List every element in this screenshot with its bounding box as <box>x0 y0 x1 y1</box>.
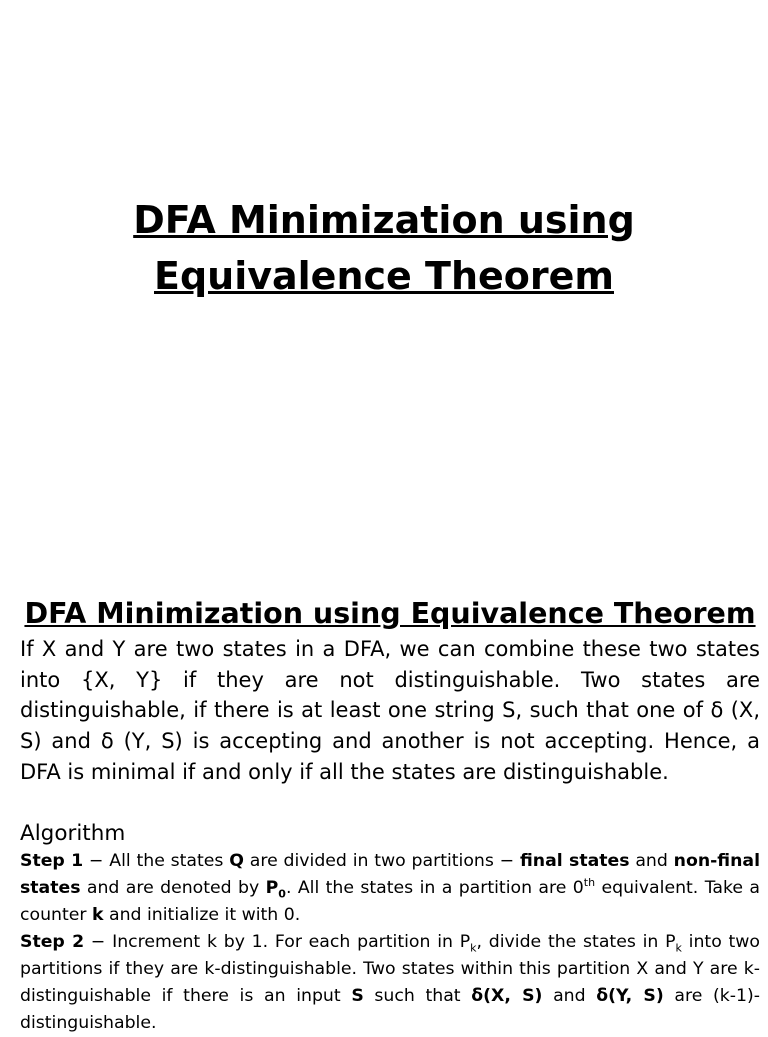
step-1-non-final-states: non-final states <box>20 851 761 898</box>
step-1-text: equivalent. Take a counter <box>20 878 760 925</box>
partition-subscript: k <box>470 941 477 955</box>
step-1-text: and are denoted by <box>80 878 266 898</box>
step-2-label: Step 2 <box>20 932 85 952</box>
step-2-text: are (k-1)-distinguishable. <box>20 986 760 1033</box>
partition-letter: P <box>265 878 279 898</box>
section-heading: DFA Minimization using Equivalence Theorem <box>24 597 756 630</box>
step-2-text: into two partitions if they are k-distinguishable. Two states within this partition X and Y are k-distinguishable if there is an input <box>20 932 761 1006</box>
intro-paragraph: If X and Y are two states in a DFA, we can combine these two states into {X, Y} if they are not distinguishable. Two states are distinguishable, if there is at least one string S, such that one of δ (X, S) and δ (Y, S) is accepting and another is not accepting. Hence, a DFA is minimal if and only if all the states are distinguishable. <box>20 637 760 784</box>
step-1-text: are divided in two partitions − <box>243 851 520 871</box>
algorithm-label: Algorithm <box>20 821 126 846</box>
step-2-text: , divide the states in P <box>476 932 676 952</box>
step-1-text: and <box>629 851 674 871</box>
step-2-input-symbol: S <box>351 986 364 1006</box>
step-1-final-states: final states <box>520 851 630 871</box>
step-2-text: and <box>542 986 597 1006</box>
step-1-text: and initialize it with 0. <box>103 905 301 925</box>
step-1-text: − All the states <box>83 851 230 871</box>
slide-title-line-2: Equivalence Theorem <box>154 254 614 298</box>
step-1-partition-symbol <box>265 878 286 901</box>
step-1-counter-symbol: k <box>92 905 104 925</box>
ordinal-superscript: th <box>583 876 596 890</box>
algorithm-steps <box>20 848 760 1037</box>
step-2 <box>20 929 760 1037</box>
step-1-label: Step 1 <box>20 851 84 871</box>
step-2-delta-y: δ(Y, S) <box>596 986 664 1006</box>
slide-title-line-1: DFA Minimization using <box>133 198 635 242</box>
partition-subscript: 0 <box>278 887 286 901</box>
step-2-text: − Increment k by 1. For each partition in P <box>84 932 471 952</box>
step-2-delta-x: δ(X, S) <box>471 986 543 1006</box>
partition-subscript: k <box>675 941 682 955</box>
slide-title <box>0 192 768 304</box>
step-2-text: such that <box>363 986 472 1006</box>
step-1 <box>20 848 760 929</box>
step-1-text: . All the states in a partition are 0 <box>285 878 584 898</box>
step-1-states-symbol: Q <box>229 851 244 871</box>
